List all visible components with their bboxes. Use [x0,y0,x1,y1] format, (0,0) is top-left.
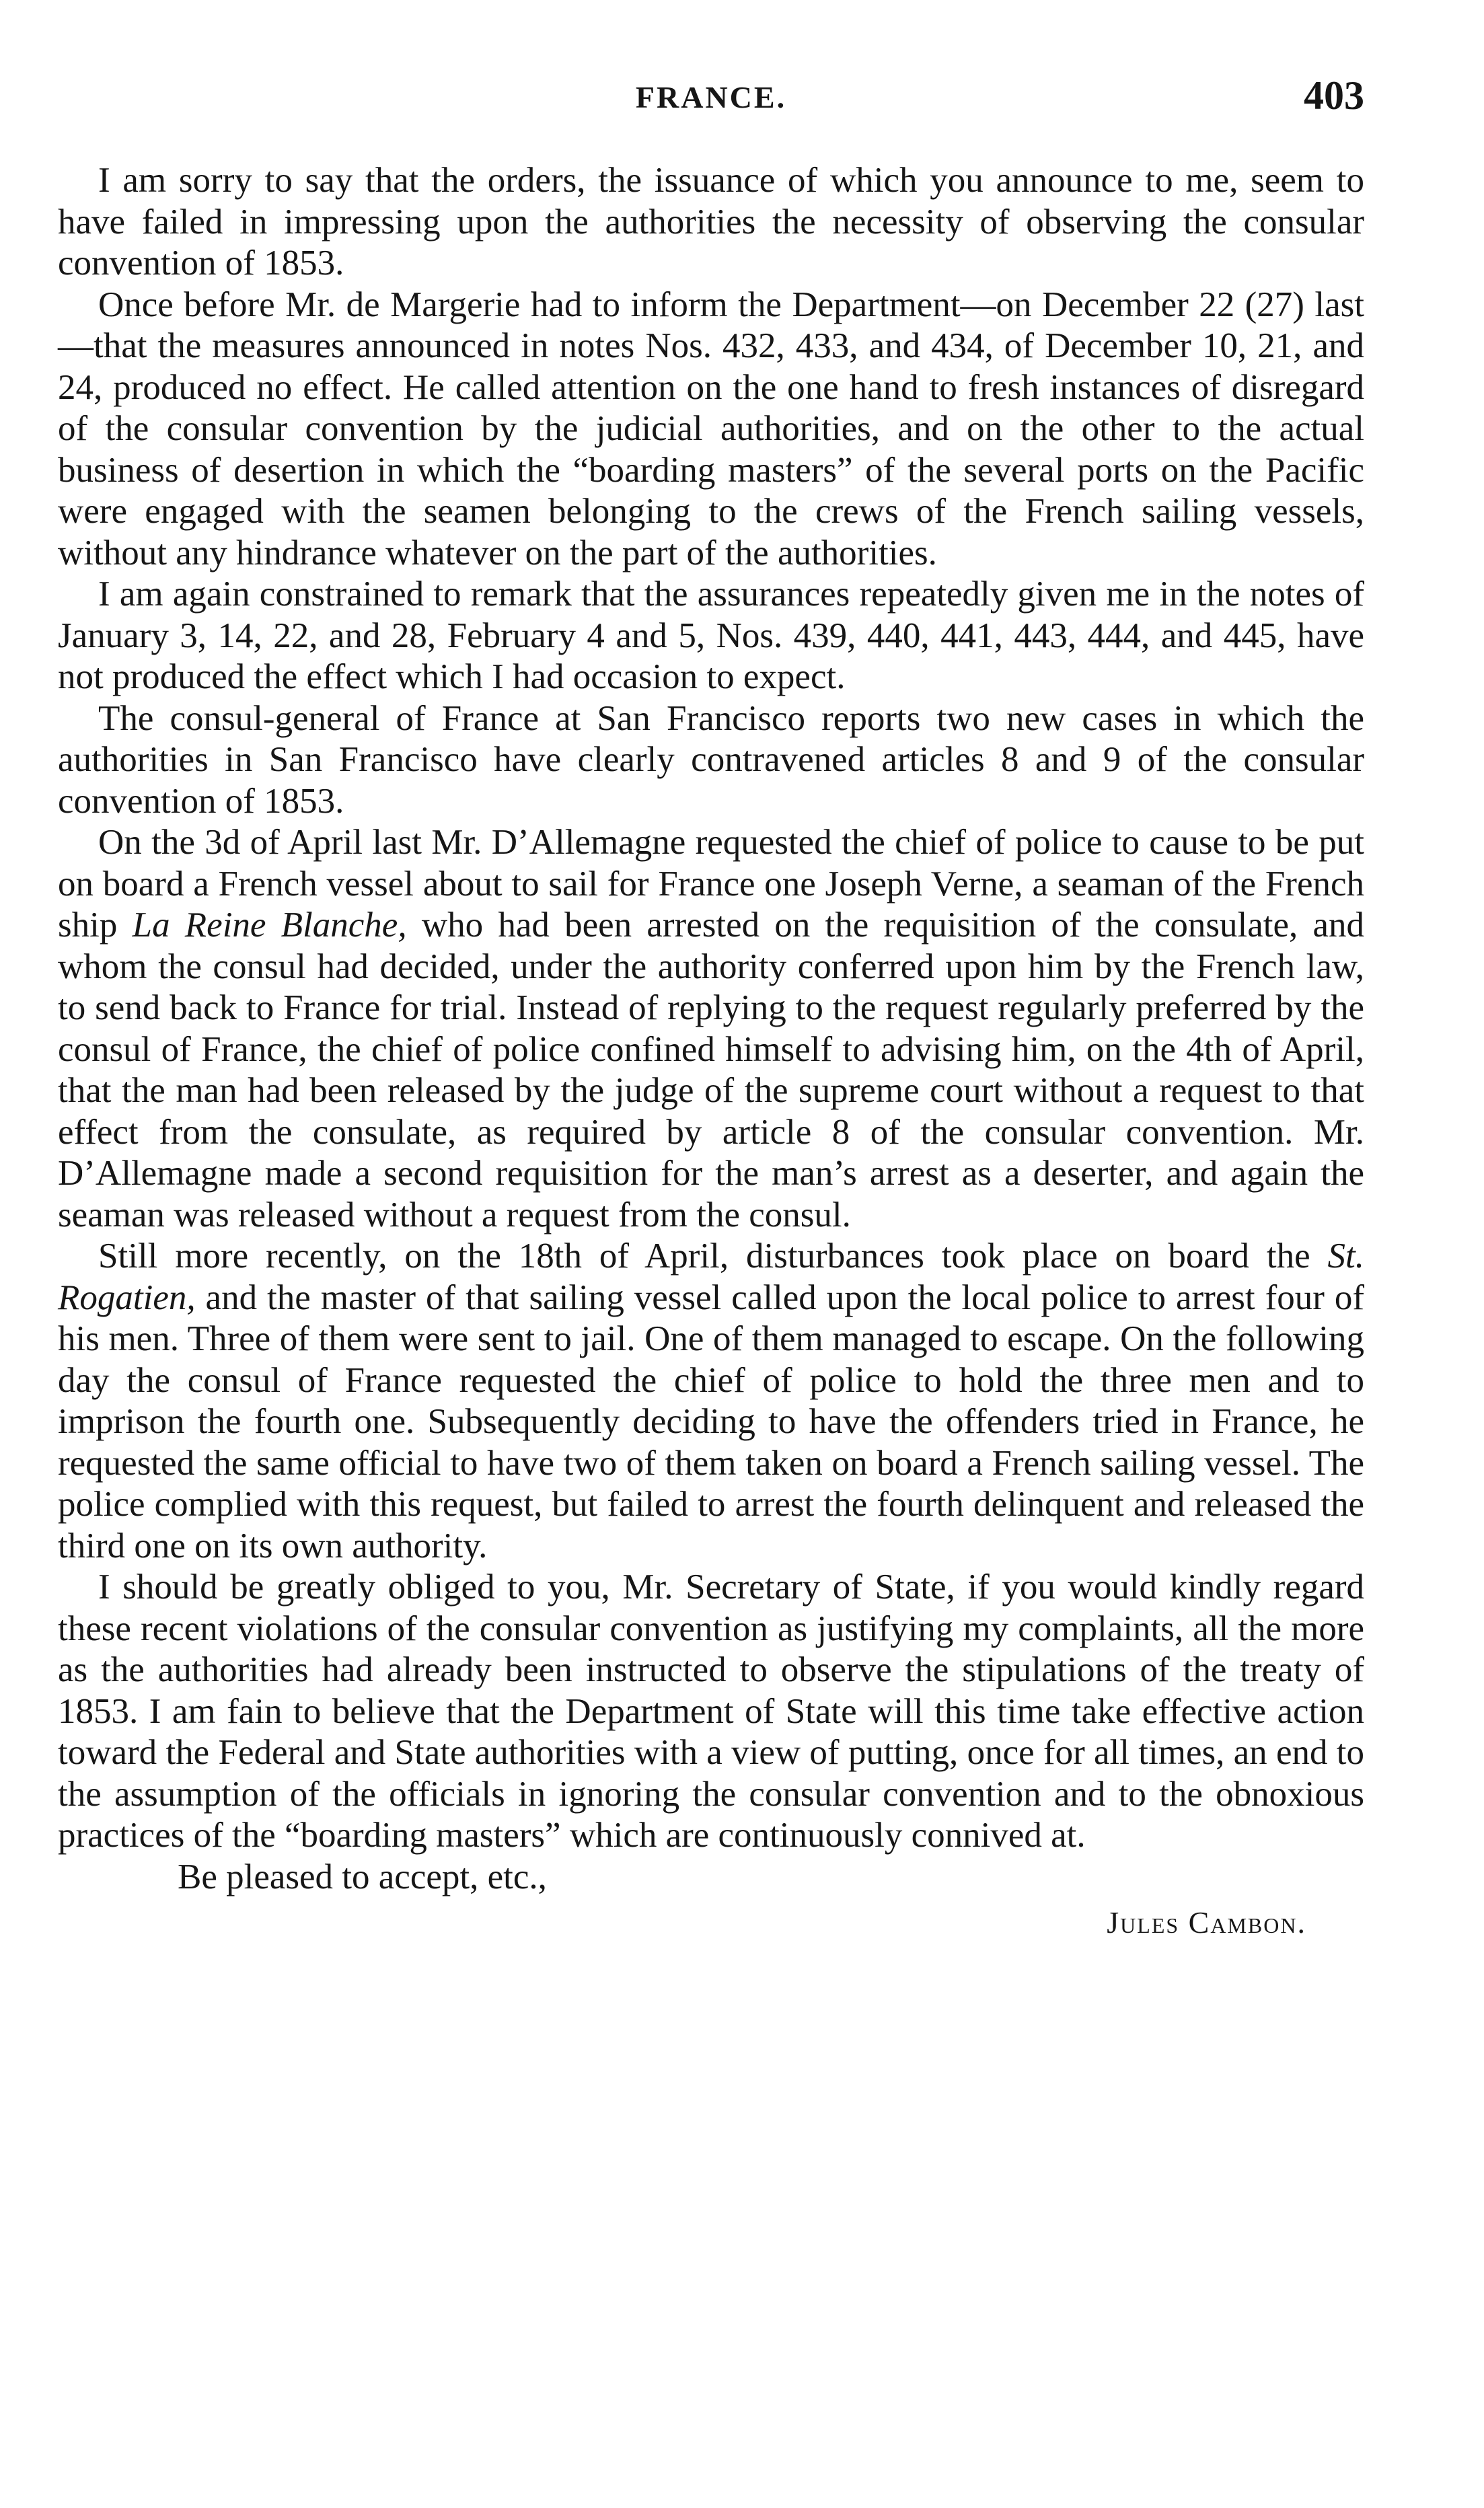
paragraph-april-18-text-b: and the master of that sailing vessel called upon the local police to arrest four of his men. Three of them were sent to jail. One of them managed to escape. On the following day the consul of France requested the chief of police to hold the three men and to imprison the fourth one. Subsequently deciding to have the offenders tried in France, he requested the same official to have two of them taken on board a French sailing vessel. The police complied with this request, but failed to arrest the fourth delinquent and released the third one on its own authority. [58,1278,1364,1565]
ship-name-la-reine-blanche: La Reine Blanche, [132,906,407,945]
paragraph-april-18 [58,1236,1364,1567]
paragraph-april-18-text-a: Still more recently, on the 18th of April, disturbances took place on board the [98,1237,1328,1276]
paragraph-request: I should be greatly obliged to you, Mr. Secretary of State, if you would kindly regard these recent violations of the consular convention as justifying my complaints, all the more as the authorities had already been instructed to observe the stipulations of the treaty of 1853. I am fain to believe that the Department of State will this time take effective action toward the Federal and State authorities with a view of putting, once for all times, an end to the assumption of the officials in ignoring the consular convention and to the obnoxious practices of the “boarding masters” which are continuously connived at. [58,1568,1364,1855]
running-head-title: FRANCE. [635,80,787,114]
paragraph-orders: I am sorry to say that the orders, the issuance of which you announce to me, seem to have failed in impressing upon the authorities the necessity of observing the consular convention of 1853. [58,161,1364,283]
paragraph-april-3-text-b: who had been arrested on the requisition of the consulate, and whom the consul had decided, under the authority conferred upon him by the French law, to send back to France for trial. Instead of replying to the request regularly preferred by the consul of France, the chief of police confined himself to advising him, on the 4th of April, that the man had been released by the judge of the supreme court without a request to that effect from the consulate, as required by article 8 of the consular convention. Mr. D’Allemagne made a second requisition for the man’s arrest as a deserter, and again the seaman was released without a request from the consul. [58,906,1364,1234]
signature: Jules Cambon. [1107,1905,1306,1940]
page-number: 403 [1304,73,1364,118]
ship-name-st-rogatien: St. Rogatien, [58,1237,1364,1317]
closing-line: Be pleased to accept, etc., [178,1857,547,1896]
running-head [58,73,1364,126]
paragraph-april-3 [58,822,1364,1236]
paragraph-april-3-text-a: On the 3d of April last Mr. D’Allemagne requested the chief of police to cause to be put on board a French vessel about to sail for France one Joseph Verne, a seaman of the French ship [58,823,1364,945]
paragraph-assurances: I am again constrained to remark that the assurances repeatedly given me in the notes of January 3, 14, 22, and 28, February 4 and 5, Nos. 439, 440, 441, 443, 444, and 445, have not produced the effect which I had occasion to expect. [58,575,1364,696]
paragraph-margerie: Once before Mr. de Margerie had to inform the Department—on December 22 (27) last—that the measures announced in notes Nos. 432, 433, and 434, of December 10, 21, and 24, produced no effect. He called attention on the one hand to fresh instances of disregard of the consular convention by the judicial authorities, and on the other to the actual business of desertion in which the “boarding masters” of the several ports on the Pacific were engaged with the seamen belonging to the crews of the French sailing vessels, without any hindrance whatever on the part of the authorities. [58,285,1364,573]
paragraph-consul-general: The consul-general of France at San Francisco reports two new cases in which the authorities in San Francisco have clearly contravened articles 8 and 9 of the consular convention of 1853. [58,698,1364,821]
letter-body [58,160,1364,1944]
